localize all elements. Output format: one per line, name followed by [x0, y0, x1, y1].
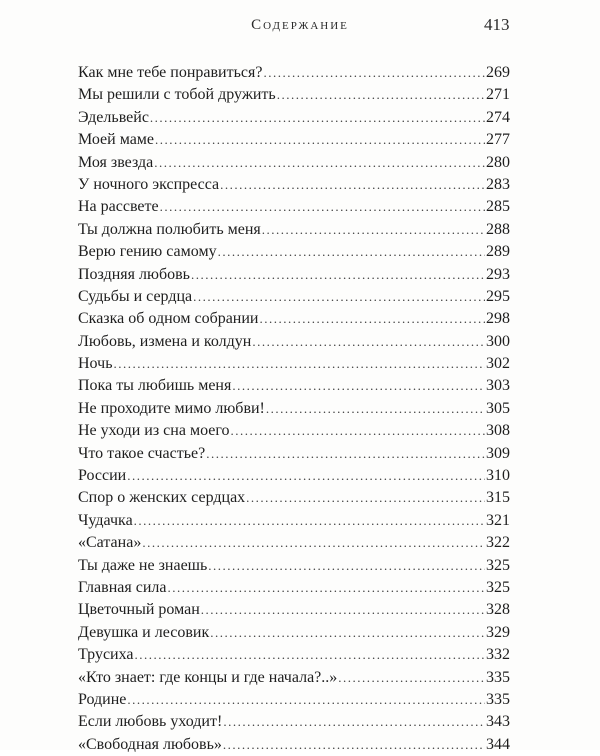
dot-leader — [210, 622, 485, 644]
toc-entry — [78, 734, 510, 756]
toc-entry — [78, 510, 510, 532]
toc-entry — [78, 286, 510, 308]
toc-entry-page: 293 — [486, 265, 510, 283]
toc-entry-title: Родине — [78, 690, 127, 708]
dot-leader — [223, 734, 485, 756]
toc-entry — [78, 644, 510, 666]
toc-entry-page: 285 — [486, 198, 510, 216]
toc-entry-page: 269 — [486, 64, 510, 81]
toc-entry-title: Чудачка — [78, 511, 133, 529]
toc-entry — [78, 308, 510, 330]
dot-leader — [201, 599, 485, 621]
toc-entry — [78, 689, 510, 711]
dot-leader — [263, 62, 485, 84]
toc-entry-page: 328 — [486, 601, 510, 619]
dot-leader — [218, 241, 485, 263]
toc-entry — [78, 62, 510, 84]
toc-entry-title: Не уходи из сна моего — [78, 422, 230, 440]
dot-leader — [220, 174, 485, 196]
toc-entry — [78, 555, 510, 577]
dot-leader — [127, 689, 485, 711]
dot-leader — [193, 286, 485, 308]
toc-entry — [78, 443, 510, 465]
toc-entry-page: 302 — [486, 355, 510, 373]
toc-entry — [78, 331, 510, 353]
toc-entry-title: Моя звезда — [78, 153, 154, 171]
toc-entry-page: 298 — [486, 310, 510, 328]
toc-entry-page: 329 — [486, 623, 510, 641]
toc-entry-page: 321 — [486, 511, 510, 529]
toc-entry-title: На рассвете — [78, 198, 159, 216]
toc-entry-title: Ночь — [78, 355, 113, 373]
toc-entry — [78, 152, 510, 174]
toc-entry — [78, 129, 510, 151]
dot-leader — [127, 465, 485, 487]
toc-entry-page: 343 — [486, 713, 510, 731]
dot-leader — [154, 152, 485, 174]
toc-entry — [78, 375, 510, 397]
toc-entry-title: «Свободная любовь» — [78, 735, 222, 753]
dot-leader — [246, 487, 485, 509]
toc-entry-page: 310 — [486, 467, 510, 485]
dot-leader — [206, 443, 485, 465]
toc-entry — [78, 398, 510, 420]
toc-entry-page: 344 — [486, 735, 510, 753]
toc-entry-page: 325 — [486, 578, 510, 596]
dot-leader — [150, 107, 485, 129]
toc-entry-page: 315 — [486, 489, 510, 507]
toc-entry — [78, 107, 510, 129]
toc-entry-title: Любовь, измена и колдун — [78, 332, 252, 350]
toc-entry-page: 274 — [486, 108, 510, 126]
dot-leader — [191, 264, 485, 286]
toc-entry — [78, 711, 510, 733]
dot-leader — [231, 420, 485, 442]
toc-entry-title: Мы решили с тобой дружить — [78, 86, 276, 104]
toc-entry — [78, 219, 510, 241]
dot-leader — [134, 510, 485, 532]
toc-entry-page: 303 — [486, 377, 510, 395]
toc-entry-page: 289 — [486, 243, 510, 261]
toc-entry-title: Цветочный роман — [78, 601, 200, 619]
toc-entry — [78, 622, 510, 644]
toc-entry-page: 305 — [486, 399, 510, 417]
toc-entry — [78, 264, 510, 286]
dot-leader — [252, 331, 485, 353]
toc-entry-title: Главная сила — [78, 578, 167, 596]
dot-leader — [223, 711, 485, 733]
toc-entry — [78, 667, 510, 689]
dot-leader — [277, 84, 485, 106]
toc-entry-title: Эдельвейс — [78, 108, 149, 126]
toc-entry-title: Не проходите мимо любви! — [78, 399, 265, 417]
toc-entry-title: Девушка и лесовик — [78, 623, 210, 641]
toc-entry-title: Как мне тебе понравиться? — [78, 64, 263, 81]
dot-leader — [155, 129, 485, 151]
toc-entry — [78, 174, 510, 196]
toc-entry-page: 295 — [486, 287, 510, 305]
toc-entry-title: Пока ты любишь меня — [78, 377, 232, 395]
toc-entry-title: Верю гению самому — [78, 243, 217, 261]
toc-entry — [78, 487, 510, 509]
dot-leader — [232, 375, 485, 397]
toc-entry-page: 288 — [486, 220, 510, 238]
toc-entry-page: 335 — [486, 668, 510, 686]
toc-entry — [78, 420, 510, 442]
toc-entry — [78, 577, 510, 599]
toc-entry-page: 335 — [486, 690, 510, 708]
dot-leader — [167, 577, 485, 599]
dot-leader — [142, 532, 485, 554]
toc-entry — [78, 353, 510, 375]
toc-entry-page: 332 — [486, 646, 510, 664]
toc-entry-page: 309 — [486, 444, 510, 462]
toc-entry-title: У ночного экспресса — [78, 175, 220, 193]
toc-entry-title: Поздняя любовь — [78, 265, 190, 283]
dot-leader — [262, 219, 485, 241]
toc-entry-title: Ты должна полюбить меня — [78, 220, 261, 238]
page-number: 413 — [484, 15, 510, 34]
toc-entry-title: Сказка об одном собрании — [78, 310, 259, 328]
dot-leader — [266, 398, 485, 420]
dot-leader — [160, 196, 485, 218]
toc-entry-title: Судьбы и сердца — [78, 287, 193, 305]
toc-entry — [78, 599, 510, 621]
toc-entry-title: Моей маме — [78, 131, 155, 149]
running-header-title: Содержание — [251, 17, 349, 33]
toc-entry-page: 271 — [486, 86, 510, 104]
toc-entry — [78, 241, 510, 263]
toc-entry — [78, 532, 510, 554]
toc-entry-title: «Сатана» — [78, 534, 142, 552]
toc-entry-title: России — [78, 467, 127, 485]
toc-entry-title: «Кто знает: где концы и где начала?..» — [78, 668, 338, 686]
toc-entry-title: Ты даже не знаешь — [78, 556, 208, 574]
toc-entry — [78, 465, 510, 487]
toc-entry — [78, 84, 510, 106]
toc-entry-title: Если любовь уходит! — [78, 713, 223, 731]
toc-entry-page: 280 — [486, 153, 510, 171]
toc-entry-page: 277 — [486, 131, 510, 149]
dot-leader — [338, 667, 485, 689]
toc-entry-title: Что такое счастье? — [78, 444, 206, 462]
toc-entry-page: 322 — [486, 534, 510, 552]
dot-leader — [113, 353, 485, 375]
toc-entry-page: 300 — [486, 332, 510, 350]
toc-entry-page: 325 — [486, 556, 510, 574]
dot-leader — [260, 308, 486, 330]
table-of-contents — [78, 62, 510, 756]
toc-entry-page: 308 — [486, 422, 510, 440]
dot-leader — [135, 644, 485, 666]
toc-entry-title: Спор о женских сердцах — [78, 489, 246, 507]
toc-entry-title: Трусиха — [78, 646, 134, 664]
dot-leader — [208, 555, 485, 577]
toc-entry-page: 283 — [486, 175, 510, 193]
toc-entry — [78, 196, 510, 218]
